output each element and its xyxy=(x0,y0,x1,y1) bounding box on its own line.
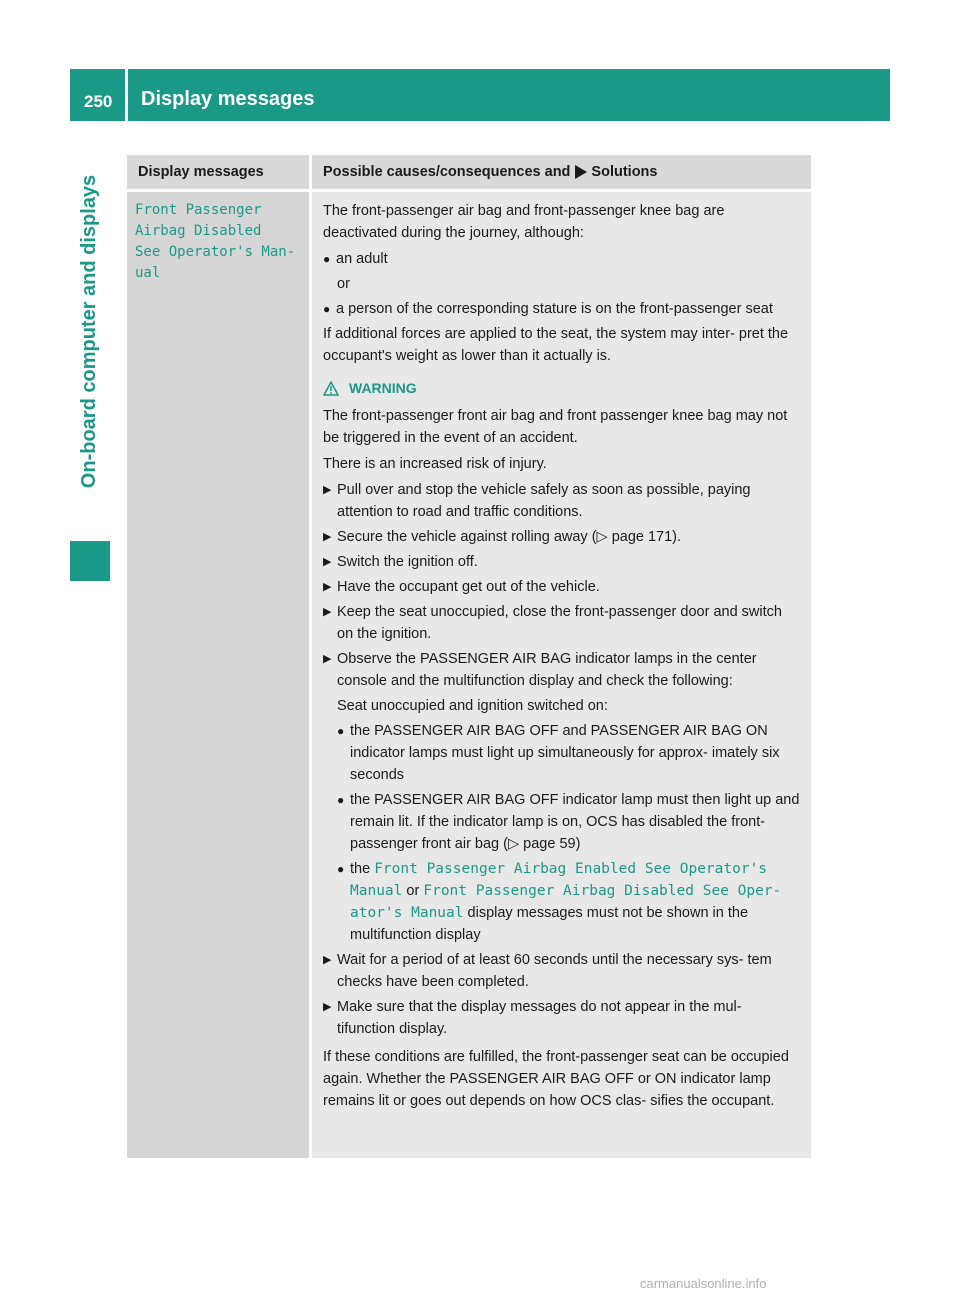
page-number: 250 xyxy=(84,92,113,111)
col1-header: Display messages xyxy=(138,164,264,180)
step-arrow-icon: ▶ xyxy=(323,581,332,593)
solutions-content xyxy=(323,200,800,1116)
message-line: See Operator's Man‐ xyxy=(135,244,296,260)
col2-header: Possible causes/consequences and xyxy=(323,164,571,180)
step-item xyxy=(323,648,800,692)
page-title: Display messages xyxy=(141,88,315,110)
warning-text: The front-passenger front air bag and front passenger knee bag may not be triggered in the event of an accident. xyxy=(323,408,788,446)
header-divider xyxy=(125,69,128,121)
sub-list-text: the PASSENGER AIR BAG OFF and PASSENGER AIR BAG ON indicator lamps must light up simultaneously for approx- imately six seconds xyxy=(350,723,780,783)
step-arrow-icon: ▶ xyxy=(323,606,332,618)
message-line: Front Passenger xyxy=(135,202,262,218)
sub-list-item: ● the Front Passenger Airbag Enabled See Operator's Manual or Front Passenger Airbag Disabled See Oper‐ ator's Manual display messages must not be shown in the multifunction display xyxy=(337,861,782,943)
step-text: Secure the vehicle against rolling away (▷ page 171). xyxy=(337,529,682,545)
step-item xyxy=(323,576,800,598)
display-message-inline: Front Passenger Airbag Disabled See Oper‐ ator's Manual xyxy=(350,883,782,921)
step-item xyxy=(323,996,800,1040)
step-arrow-icon: ▶ xyxy=(323,954,332,966)
step-arrow-icon: ▶ xyxy=(323,653,332,665)
step-item xyxy=(323,479,800,523)
step-arrow-icon: ▶ xyxy=(323,1001,332,1013)
step-text: Pull over and stop the vehicle safely as soon as possible, paying attention to road and traffic conditions. xyxy=(337,482,751,520)
note-text: If additional forces are applied to the seat, the system may inter- pret the occupant's weight as lower than it actually is. xyxy=(323,326,789,364)
message-cell xyxy=(127,192,309,1158)
step-text: Have the occupant get out of the vehicle. xyxy=(337,579,600,595)
solutions-cell xyxy=(312,192,811,1158)
step-text: Observe the PASSENGER AIR BAG indicator lamps in the center console and the multifunction display and check the following: xyxy=(337,651,757,689)
list-item-text: a person of the corresponding stature is on the front-passenger seat xyxy=(336,301,773,317)
col2-header-suffix: Solutions xyxy=(591,164,658,180)
table-header-row xyxy=(127,155,811,189)
or-text: or xyxy=(337,276,350,292)
table-header-cell-messages xyxy=(127,155,312,189)
warning-heading xyxy=(323,377,800,399)
list-item: ● an adult xyxy=(323,251,388,267)
side-tab xyxy=(70,121,110,541)
message-line: Airbag Disabled xyxy=(135,223,262,239)
sub-list-text: display messages must not be shown in the multifunction display xyxy=(350,905,749,943)
sub-list-item: ● the PASSENGER AIR BAG OFF and PASSENGER AIR BAG ON indicator lamps must light up simultaneously for approx- imately six seconds xyxy=(337,723,780,783)
watermark: carmanualsonline.info xyxy=(640,1276,767,1291)
intro-text: The front-passenger air bag and front-passenger knee bag are deactivated during the journey, although: xyxy=(323,203,725,241)
step-arrow-icon: ▶ xyxy=(323,556,332,568)
message-line: ual xyxy=(135,265,161,281)
step-text: Wait for a period of at least 60 seconds until the necessary sys- tem checks have been completed. xyxy=(337,952,772,990)
sub-list-text: or xyxy=(406,883,420,899)
display-message-text xyxy=(135,200,295,284)
step-text: Make sure that the display messages do not appear in the mul- tifunction display. xyxy=(337,999,742,1037)
step-item xyxy=(323,601,800,645)
step-arrow-icon: ▶ xyxy=(323,531,332,543)
step-arrow-icon: ▶ xyxy=(323,484,332,496)
display-message-inline: Front Passenger Airbag Enabled See Operator's Manual xyxy=(350,861,768,899)
list-item: ● a person of the corresponding stature is on the front-passenger seat xyxy=(323,301,773,317)
warning-triangle-icon xyxy=(323,381,339,396)
sub-list-text: the PASSENGER AIR BAG OFF indicator lamp must then light up and remain lit. If the indicator lamp is on, OCS has disabled the front-passenger front air bag (▷ page 59) xyxy=(350,792,800,852)
step-text: Keep the seat unoccupied, close the front-passenger door and switch on the ignition. xyxy=(337,604,782,642)
list-item-text: an adult xyxy=(336,251,388,267)
arrow-right-icon xyxy=(575,165,587,179)
sub-list-text: the xyxy=(350,861,371,877)
side-tab-block xyxy=(70,541,110,581)
warning-label: WARNING xyxy=(349,380,417,396)
step-item xyxy=(323,551,800,573)
outro-text: If these conditions are fulfilled, the front-passenger seat can be occupied again. Whether the PASSENGER AIR BAG OFF or ON indicator lamp remains lit or goes out depends on how OCS clas- sifies the occupant. xyxy=(323,1049,789,1109)
messages-table xyxy=(127,155,811,1158)
step-item xyxy=(323,526,800,548)
side-tab-label: On-board computer and displays xyxy=(78,174,101,488)
sub-list-item: ● the PASSENGER AIR BAG OFF indicator lamp must then light up and remain lit. If the indicator lamp is on, OCS has disabled the front-passenger front air bag (▷ page 59) xyxy=(337,792,800,852)
warning-text: There is an increased risk of injury. xyxy=(323,456,547,472)
col2-header-cell xyxy=(323,164,657,180)
step-subheading: Seat unoccupied and ignition switched on: xyxy=(337,698,608,714)
step-text: Switch the ignition off. xyxy=(337,554,478,570)
step-item xyxy=(323,949,800,993)
